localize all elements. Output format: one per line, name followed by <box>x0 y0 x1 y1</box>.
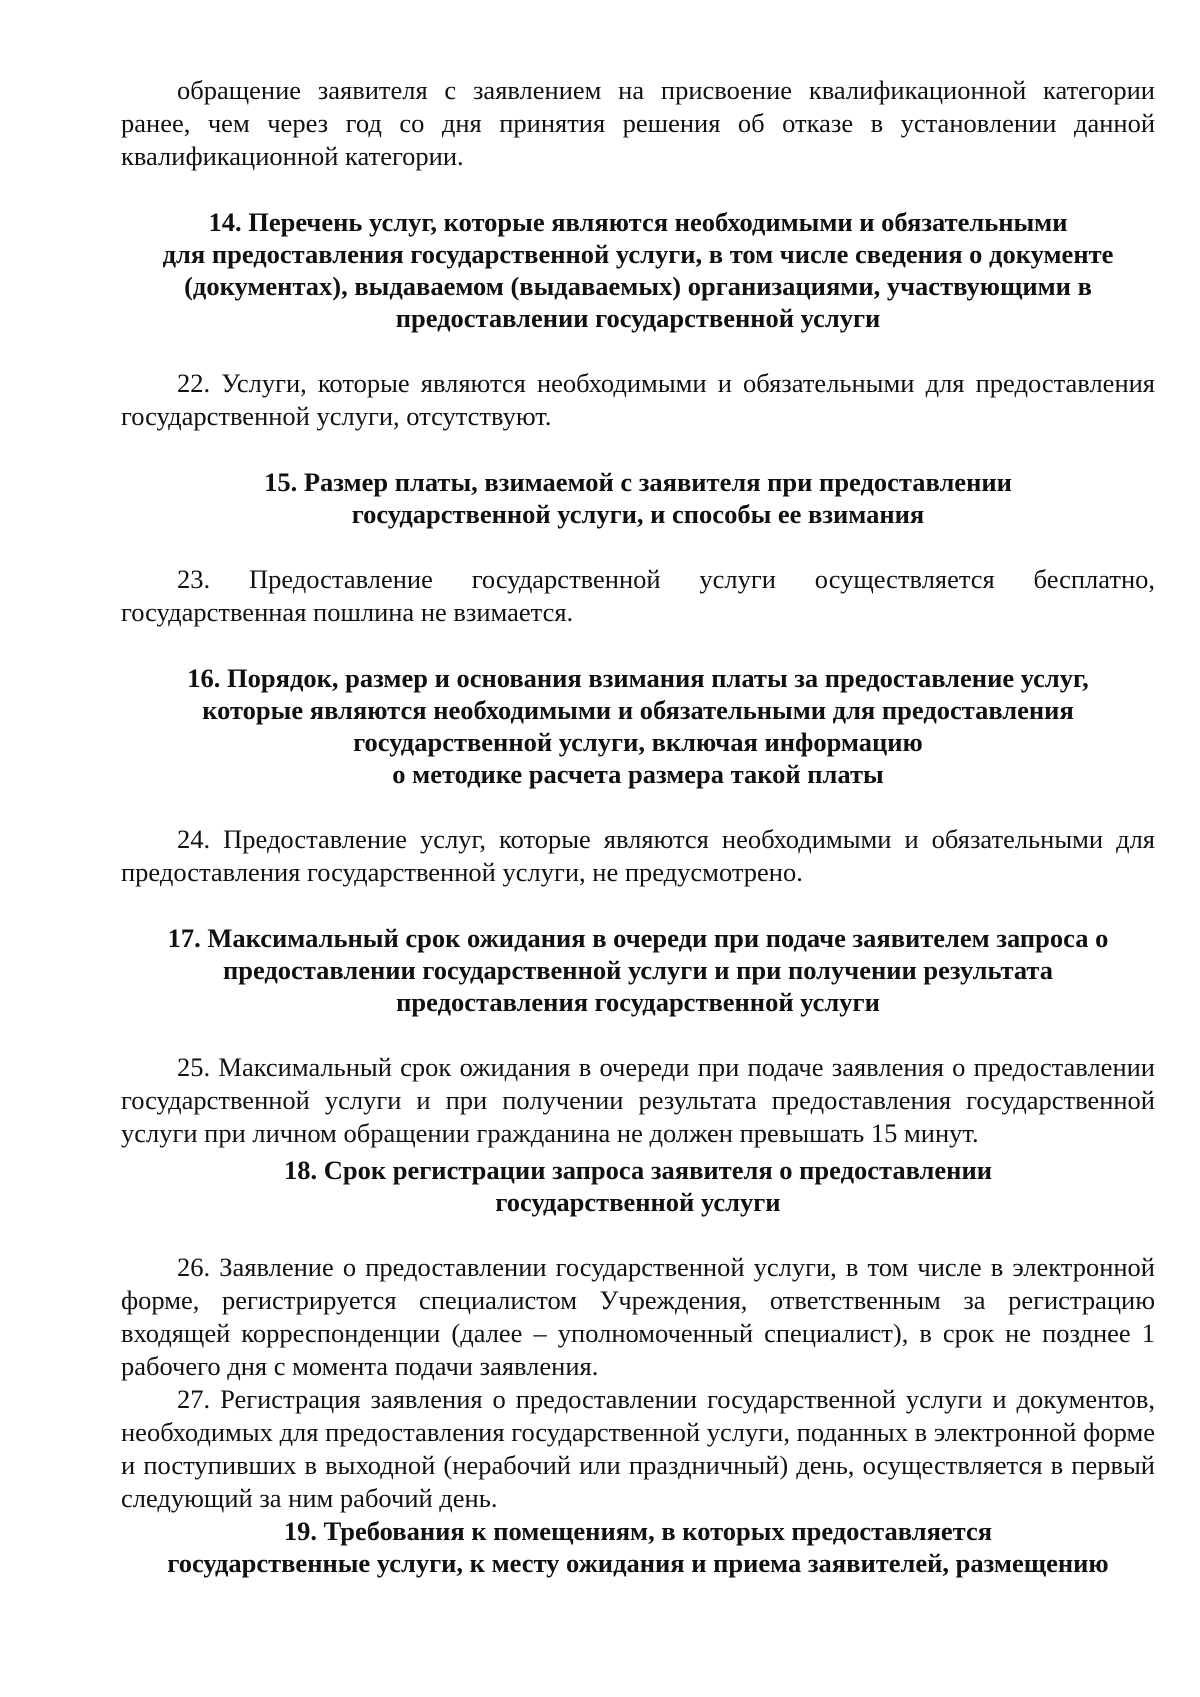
paragraph-intro: обращение заявителя с заявлением на присвоение квалификационной категории ранее, чем через год со дня принятия решения об отказе в установлении данной квалификационной категории. <box>121 75 1155 171</box>
heading-section-19 <box>121 1515 1155 1579</box>
heading-section-16 <box>121 662 1155 790</box>
heading-line: государственные услуги, к месту ожидания и приема заявителей, размещению <box>167 1548 1109 1578</box>
heading-section-14 <box>121 206 1155 334</box>
paragraph-24: 24. Предоставление услуг, которые являются необходимыми и обязательными для предоставления государственной услуги, не предусмотрено. <box>121 824 1155 887</box>
heading-line: государственной услуги, и способы ее взимания <box>351 499 925 529</box>
heading-line: 19. Требования к помещениям, в которых предоставляется <box>283 1516 993 1546</box>
paragraph-26: 26. Заявление о предоставлении государственной услуги, в том числе в электронной форме, регистрируется специалистом Учреждения, ответственным за регистрацию входящей корреспонденции (далее – уполномоченный специалист), в срок не позднее 1 рабочего дня с момента подачи заявления. <box>121 1252 1155 1381</box>
paragraph-23: 23. Предоставление государственной услуги осуществляется бесплатно, государственная пошлина не взимается. <box>121 564 1155 627</box>
heading-line: (документах), выдаваемом (выдаваемых) организациями, участвующими в <box>184 271 1092 301</box>
heading-section-18 <box>121 1154 1155 1218</box>
heading-line: 16. Порядок, размер и основания взимания платы за предоставление услуг, <box>187 663 1089 693</box>
heading-line: 15. Размер платы, взимаемой с заявителя при предоставлении <box>264 467 1012 497</box>
heading-section-15 <box>121 466 1155 530</box>
heading-line: которые являются необходимыми и обязательными для предоставления <box>202 695 1074 725</box>
heading-line: 14. Перечень услуг, которые являются необходимыми и обязательными <box>208 207 1068 237</box>
heading-line: 17. Максимальный срок ожидания в очереди при подаче заявителем запроса о <box>167 923 1109 953</box>
heading-line: 18. Срок регистрации запроса заявителя о предоставлении <box>284 1155 992 1185</box>
heading-line: государственной услуги <box>495 1187 781 1217</box>
heading-line: предоставлении государственной услуги и при получении результата <box>222 955 1053 985</box>
heading-line: предоставления государственной услуги <box>396 987 880 1017</box>
paragraph-27: 27. Регистрация заявления о предоставлении государственной услуги и документов, необходимых для предоставления государственной услуги, поданных в электронной форме и поступивших в выходной (нерабочий или праздничный) день, осуществляется в первый следующий за ним рабочий день. <box>121 1384 1155 1513</box>
paragraph-25: 25. Максимальный срок ожидания в очереди при подаче заявления о предоставлении государственной услуги и при получении результата предоставления государственной услуги при личном обращении гражданина не должен превышать 15 минут. <box>121 1052 1155 1148</box>
heading-line: для предоставления государственной услуги, в том числе сведения о документе <box>162 239 1114 269</box>
heading-line: предоставлении государственной услуги <box>395 303 881 333</box>
heading-line: о методике расчета размера такой платы <box>392 759 884 789</box>
paragraph-22: 22. Услуги, которые являются необходимыми и обязательными для предоставления государственной услуги, отсутствуют. <box>121 368 1155 431</box>
heading-section-17 <box>121 922 1155 1018</box>
heading-line: государственной услуги, включая информацию <box>353 727 923 757</box>
document-page <box>121 74 1155 1579</box>
